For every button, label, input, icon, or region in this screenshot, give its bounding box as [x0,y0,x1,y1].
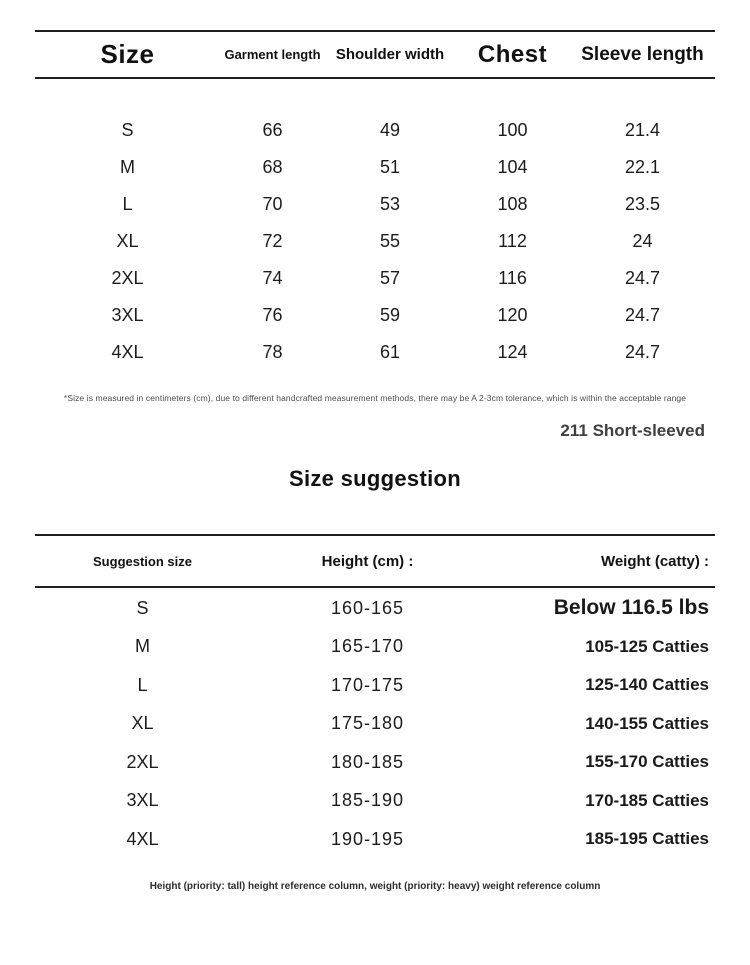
measurement-table [35,30,715,441]
table-row [35,149,715,186]
cell-garment-length: 78 [262,342,283,362]
product-label: 211 Short-sleeved [560,421,705,440]
cell-shoulder-width: 51 [379,157,401,177]
cell-size: L [137,674,148,695]
table-row [35,705,715,744]
table-row [35,820,715,859]
header-suggestion-size: Suggestion size [93,553,192,569]
cell-sleeve-length: 24.7 [624,268,661,288]
cell-shoulder-width: 49 [379,120,401,140]
cell-size: M [120,157,135,177]
table-row [35,186,715,223]
size-suggestion-title: Size suggestion [289,466,461,491]
measurement-table-body [35,79,715,371]
header-size: Size [100,39,155,69]
cell-shoulder-width: 59 [379,305,401,325]
cell-sleeve-length: 22.1 [624,157,661,177]
cell-size: S [136,597,149,618]
suggestion-table-body [35,588,715,859]
cell-size: 4XL [126,828,159,849]
table-row [35,589,715,628]
cell-chest: 124 [497,342,528,362]
cell-weight: 155-170 Catties [585,752,709,772]
cell-size: S [121,120,134,140]
cell-size: 3XL [111,305,144,325]
cell-garment-length: 76 [262,305,283,325]
cell-sleeve-length: 24.7 [624,305,661,325]
table-row [35,628,715,667]
cell-shoulder-width: 61 [379,342,401,362]
cell-height: 180-185 [330,751,405,772]
cell-chest: 104 [497,157,528,177]
header-shoulder-width: Shoulder width [335,46,445,63]
cell-weight: Below 116.5 lbs [553,596,709,620]
cell-weight: 125-140 Catties [585,675,709,695]
header-weight: Weight (catty) : [600,552,709,570]
cell-size: XL [116,231,139,251]
cell-garment-length: 70 [262,194,283,214]
cell-garment-length: 74 [262,268,283,288]
cell-chest: 120 [497,305,528,325]
cell-sleeve-length: 23.5 [624,194,661,214]
cell-garment-length: 68 [262,157,283,177]
header-garment-length: Garment length [224,47,321,62]
cell-size: 2XL [111,268,144,288]
table-row [35,743,715,782]
suggestion-table [35,534,715,892]
suggestion-footnote: Height (priority: tall) height reference column, weight (priority: heavy) weight reference column [149,880,601,892]
cell-shoulder-width: 53 [379,194,401,214]
measurement-footnote: *Size is measured in centimeters (cm), due to different handcrafted measurement methods, there may be A 2-3cm tolerance, which is within the acceptable range [63,393,687,403]
table-row [35,112,715,149]
cell-weight: 170-185 Catties [585,790,709,810]
cell-size: M [135,636,150,657]
cell-sleeve-length: 21.4 [624,120,661,140]
cell-height: 185-190 [330,790,405,811]
cell-shoulder-width: 55 [379,231,401,251]
table-row [35,260,715,297]
cell-weight: 105-125 Catties [585,636,709,656]
cell-size: L [122,194,133,214]
suggestion-table-header [35,536,715,586]
cell-height: 165-170 [330,636,405,657]
table-row [35,782,715,821]
cell-sleeve-length: 24.7 [624,342,661,362]
cell-chest: 112 [498,231,527,251]
header-sleeve-length: Sleeve length [581,43,704,65]
cell-height: 170-175 [330,674,405,695]
cell-size: 4XL [111,342,144,362]
header-chest: Chest [477,40,548,68]
cell-size: XL [131,713,154,734]
cell-weight: 185-195 Catties [585,829,709,849]
cell-height: 190-195 [330,828,405,849]
cell-chest: 116 [498,268,527,288]
cell-garment-length: 72 [262,231,283,251]
table-row [35,223,715,260]
header-height: Height (cm) : [321,552,414,570]
measurement-table-header [35,32,715,77]
cell-size: 3XL [126,790,159,811]
cell-chest: 108 [497,194,528,214]
cell-garment-length: 66 [262,120,283,140]
cell-size: 2XL [126,751,159,772]
table-row [35,297,715,334]
cell-sleeve-length: 24 [632,231,653,251]
cell-chest: 100 [497,120,528,140]
table-row [35,666,715,705]
table-row [35,334,715,371]
cell-weight: 140-155 Catties [585,713,709,733]
cell-height: 160-165 [330,597,405,618]
cell-shoulder-width: 57 [379,268,401,288]
cell-height: 175-180 [330,713,405,734]
